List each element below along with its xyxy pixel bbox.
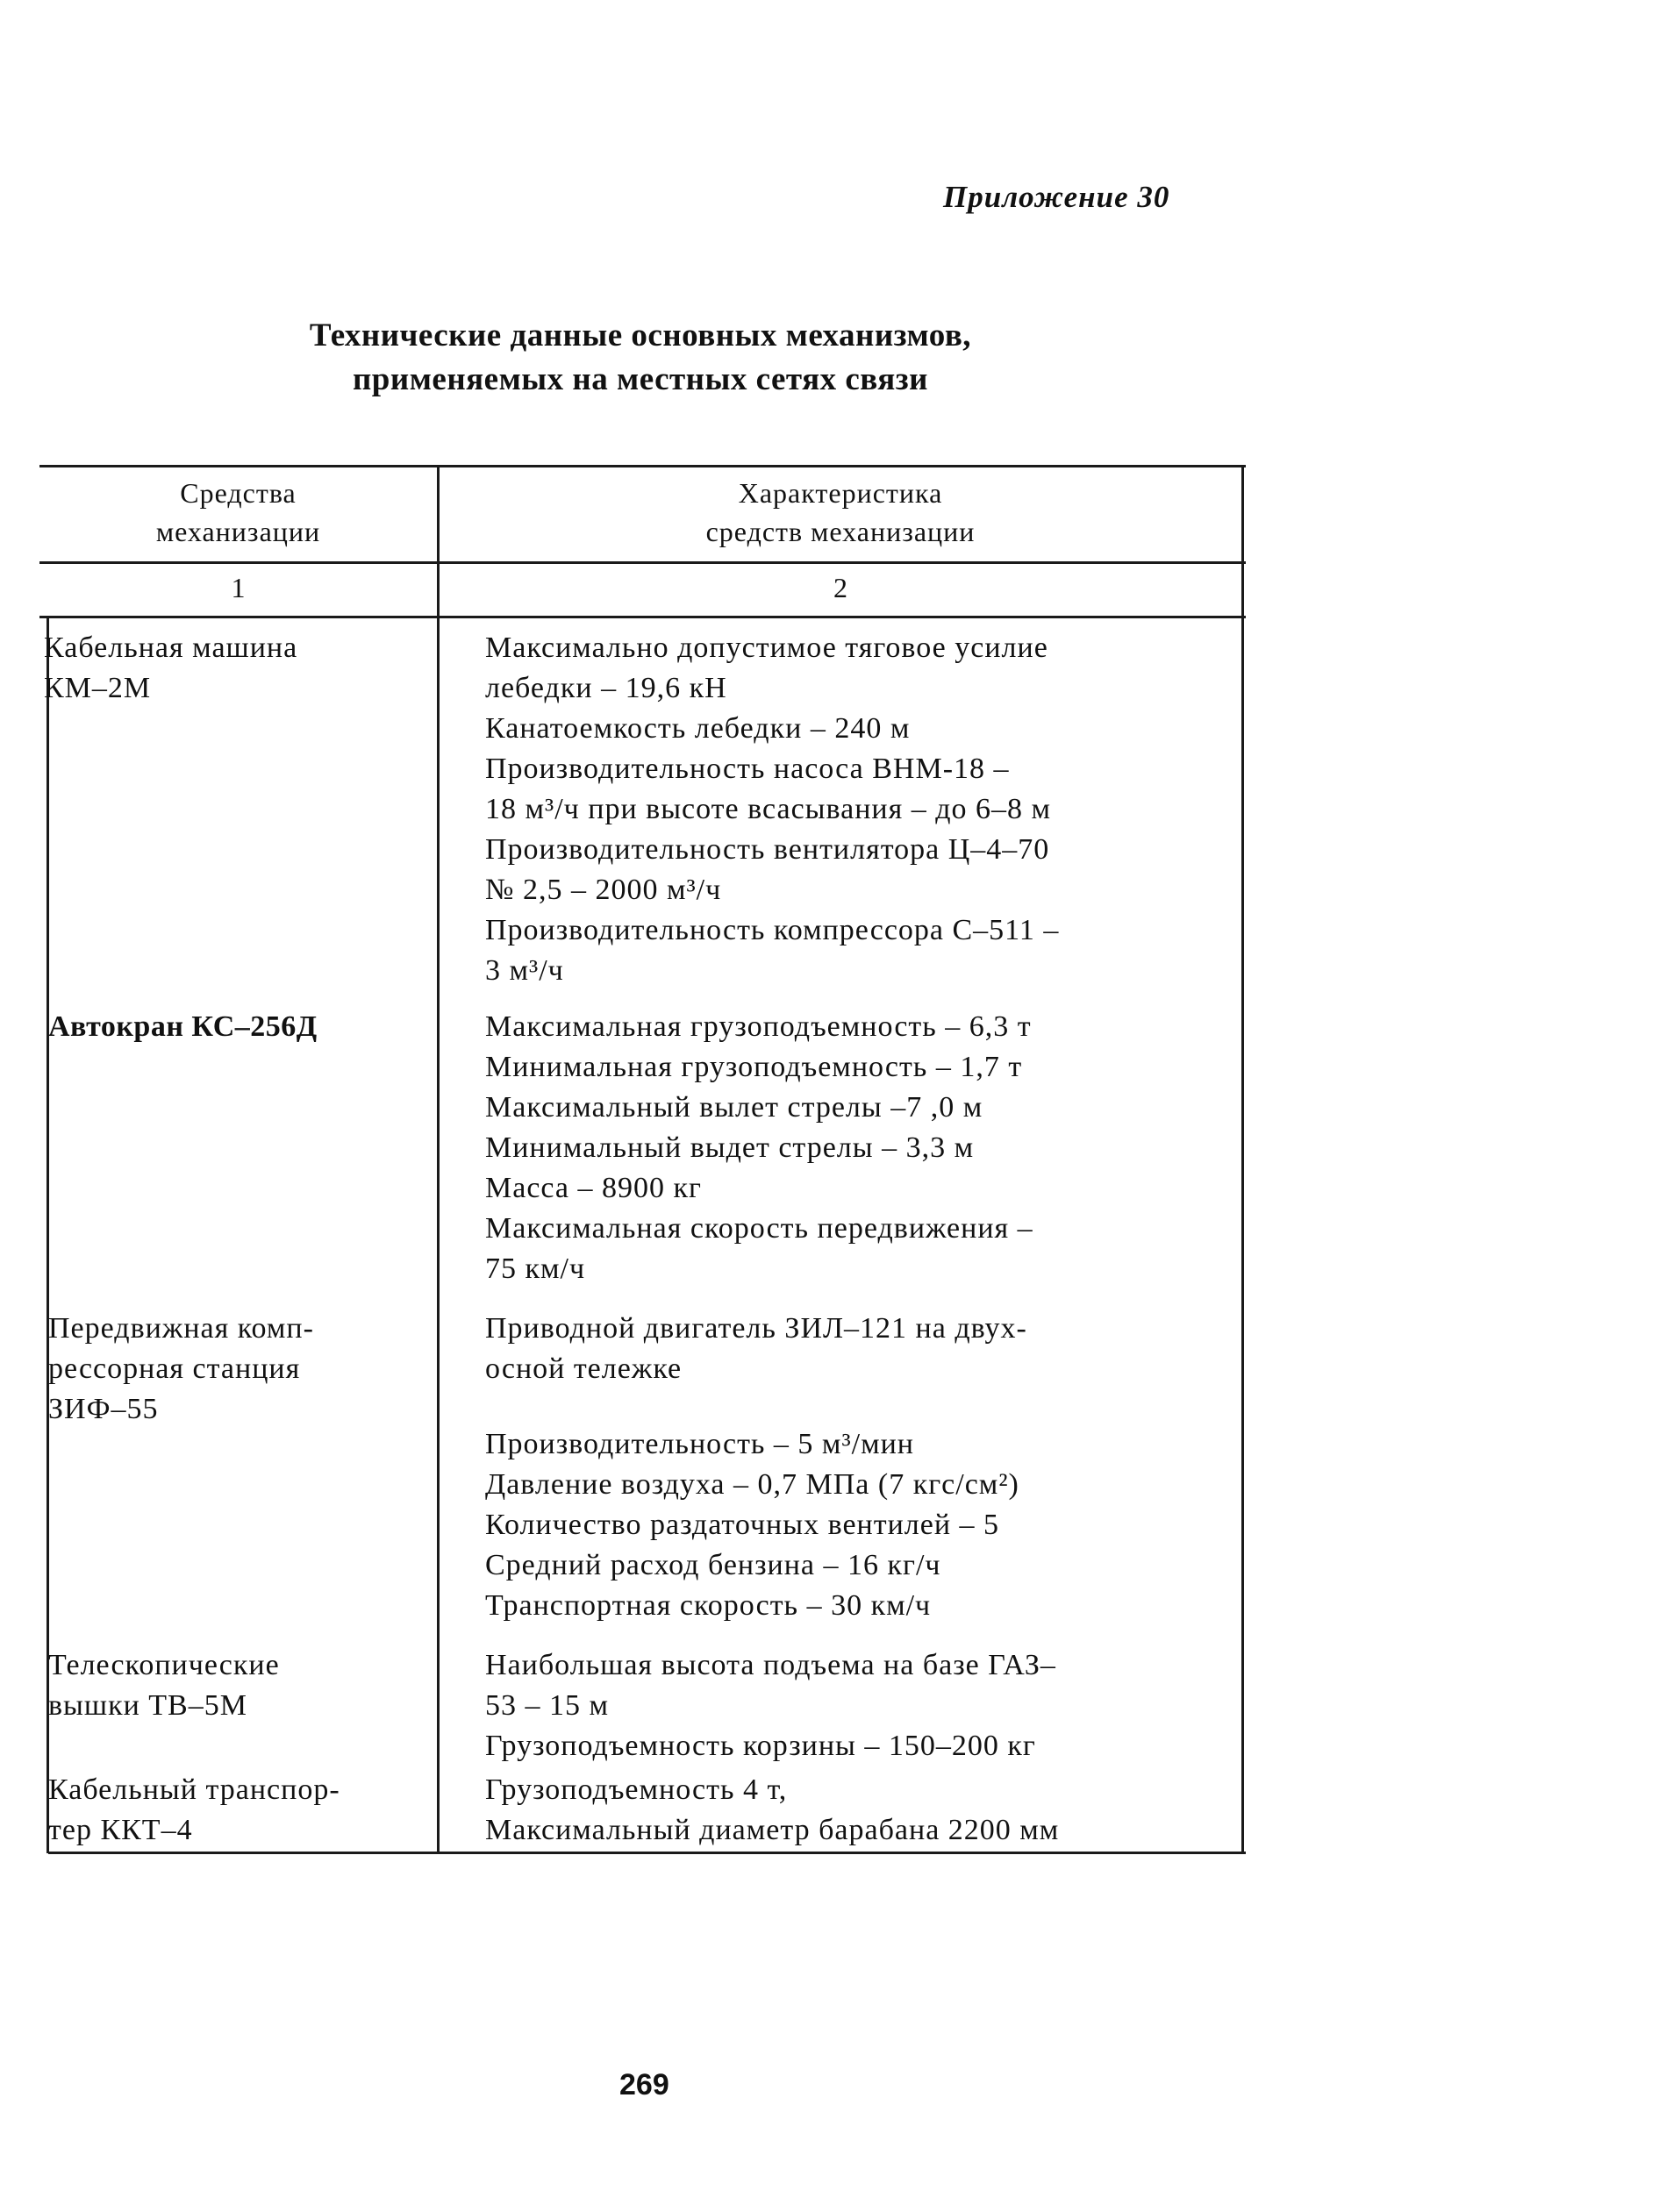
row-3-spec-6: Средний расход бензина – 16 кг/ч <box>485 1549 941 1581</box>
row-2-spec-4: Минимальный выдет стрелы – 3,3 м <box>485 1131 975 1164</box>
row-2-spec-7: 75 км/ч <box>485 1252 586 1285</box>
col-number-2: 2 <box>833 572 847 603</box>
row-4-spec-2: 53 – 15 м <box>485 1689 610 1722</box>
col-number-1: 1 <box>231 572 246 603</box>
row-1-specs <box>485 628 1059 991</box>
page-number: 269 <box>619 2068 669 2101</box>
header-bottom-border <box>39 561 1246 564</box>
table-right-border <box>1241 465 1244 1853</box>
row-5-spec-1: Грузоподъемность 4 т, <box>485 1773 788 1806</box>
row-5-specs <box>485 1770 1059 1851</box>
row-3-name-line-2: рессорная станция <box>48 1352 301 1385</box>
header-col-1-line-2: механизации <box>155 516 321 547</box>
row-1-name-line-1: Кабельная машина <box>44 631 298 664</box>
row-3-spec-5: Количество раздаточных вентилей – 5 <box>485 1509 1000 1541</box>
column-divider <box>437 465 440 1853</box>
row-1-spec-4: Производительность насоса ВНМ-18 – <box>485 753 1010 785</box>
row-3-name-line-3: ЗИФ–55 <box>48 1393 159 1425</box>
numbers-bottom-border <box>39 616 1246 618</box>
row-4-spec-3: Грузоподъемность корзины – 150–200 кг <box>485 1730 1036 1762</box>
row-2-name-line-1: Автокран КС–256Д <box>48 1010 318 1043</box>
row-2-specs <box>485 1007 1033 1289</box>
row-1-spec-6: Производительность вентилятора Ц–4–70 <box>485 833 1050 866</box>
row-5-name-line-1: Кабельный транспор- <box>48 1773 340 1806</box>
header-col-1-line-1: Средства <box>180 477 297 509</box>
table-top-border <box>39 465 1246 467</box>
row-2-name <box>48 1007 318 1047</box>
row-3-specs <box>485 1309 1027 1626</box>
header-col-2 <box>440 474 1241 551</box>
appendix-label: Приложение 30 <box>943 180 1170 214</box>
row-1-spec-1: Максимально допустимое тяговое усилие <box>485 631 1048 664</box>
row-5-name-line-2: тер ККТ–4 <box>48 1814 193 1846</box>
row-3-spec-4: Давление воздуха – 0,7 МПа (7 кгс/см²) <box>485 1468 1019 1501</box>
row-4-spec-1: Наибольшая высота подъема на базе ГАЗ– <box>485 1649 1056 1681</box>
row-2-spec-6: Максимальная скорость передвижения – <box>485 1212 1033 1245</box>
row-2-spec-1: Максимальная грузоподъемность – 6,3 т <box>485 1010 1032 1043</box>
row-2-spec-5: Масса – 8900 кг <box>485 1172 702 1204</box>
row-1-spec-3: Канатоемкость лебедки – 240 м <box>485 712 911 745</box>
row-3-name-line-1: Передвижная комп- <box>48 1312 314 1345</box>
title-line-2: применяемых на местных сетях связи <box>352 361 928 397</box>
row-3-spec-1: Приводной двигатель ЗИЛ–121 на двух- <box>485 1312 1027 1345</box>
header-col-1 <box>39 474 437 551</box>
row-4-specs <box>485 1645 1056 1766</box>
row-4-name-line-1: Телескопические <box>48 1649 280 1681</box>
row-3-spec-7: Транспортная скорость – 30 км/ч <box>485 1589 932 1622</box>
row-5-spec-2: Максимальный диаметр барабана 2200 мм <box>485 1814 1060 1846</box>
row-1-spec-5: 18 м³/ч при высоте всасывания – до 6–8 м <box>485 793 1052 825</box>
row-3-name <box>48 1309 314 1430</box>
row-1-spec-2: лебедки – 19,6 кН <box>485 672 727 704</box>
row-4-name-line-2: вышки ТВ–5М <box>48 1689 247 1722</box>
header-col-2-line-1: Характеристика <box>738 477 943 509</box>
row-2-spec-3: Максимальный вылет стрелы –7 ,0 м <box>485 1091 983 1124</box>
row-1-name <box>44 628 297 709</box>
row-3-spec-2: осной тележке <box>485 1352 683 1385</box>
row-1-spec-8: Производительность компрессора С–511 – <box>485 914 1060 946</box>
table-bottom-border <box>48 1852 1246 1854</box>
row-1-spec-7: № 2,5 – 2000 м³/ч <box>485 874 722 906</box>
row-1-name-line-2: КМ–2М <box>44 672 152 704</box>
row-4-name <box>48 1645 280 1726</box>
page-title <box>167 314 1114 402</box>
row-2-spec-2: Минимальная грузоподъемность – 1,7 т <box>485 1051 1023 1083</box>
row-3-spec-3: Производительность – 5 м³/мин <box>485 1428 914 1460</box>
header-col-2-line-2: средств механизации <box>705 516 976 547</box>
specs-table <box>39 465 1246 1853</box>
title-line-1: Технические данные основных механизмов, <box>309 318 972 353</box>
row-5-name <box>48 1770 340 1851</box>
row-1-spec-9: 3 м³/ч <box>485 954 564 987</box>
